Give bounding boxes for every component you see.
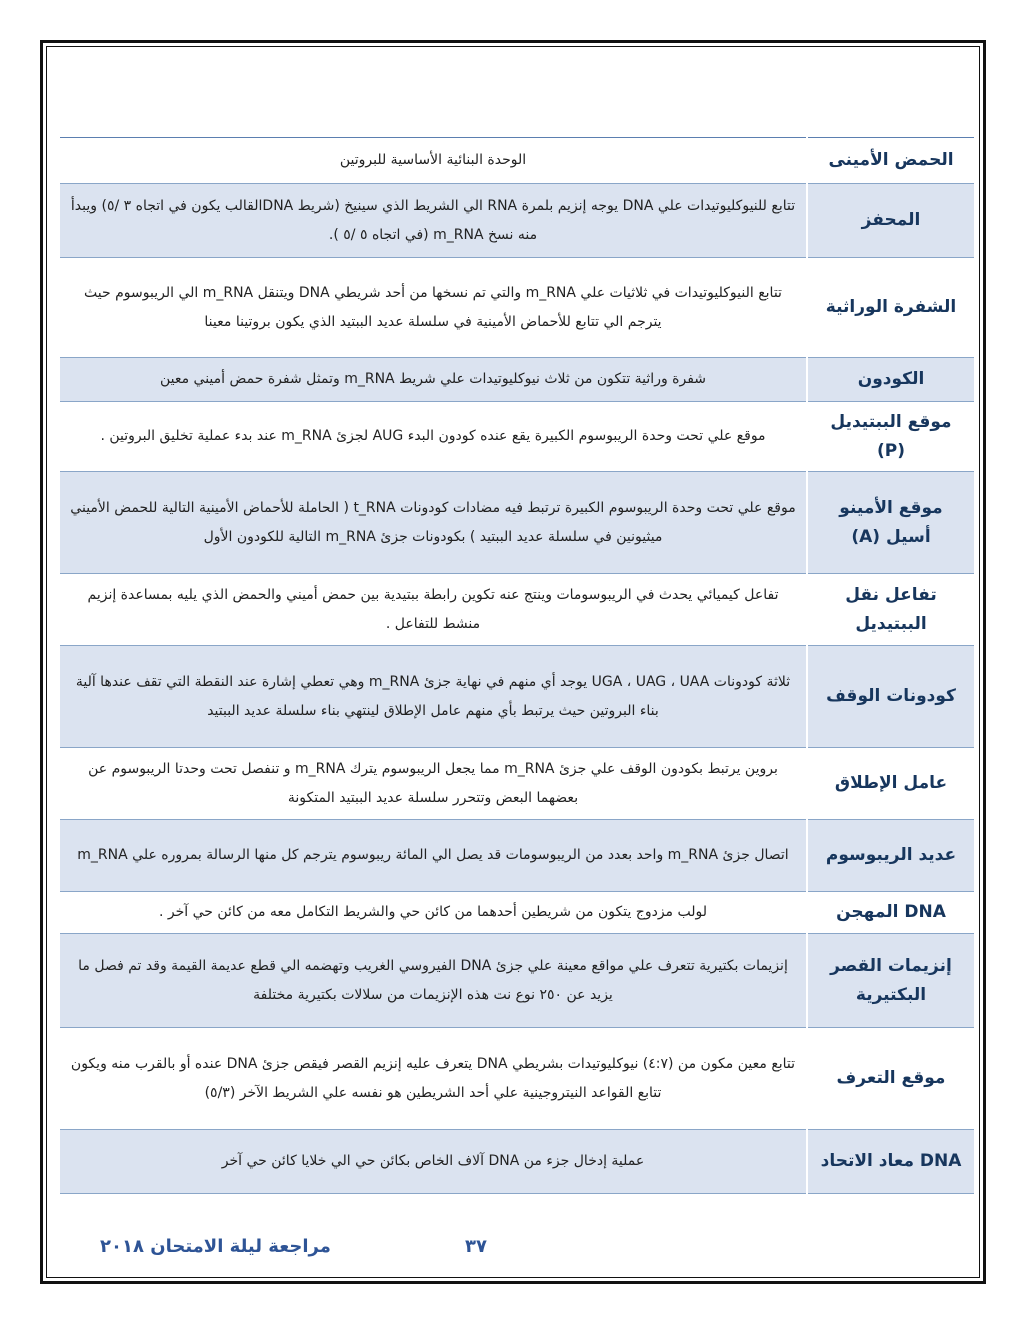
- term-cell: المحفز: [807, 184, 974, 258]
- table-row: [60, 1130, 974, 1194]
- term-cell: الحمض الأمينى: [807, 138, 974, 184]
- page-footer: [80, 1236, 960, 1266]
- table-row: [60, 472, 974, 574]
- definition-cell: عملية إدخال جزء من DNA آلاف الخاص بكائن حي الي خلايا كائن حي آخر: [60, 1130, 807, 1194]
- definition-cell: تتابع معين مكون من (٤:٧) نيوكليوتيدات بشريطي DNA يتعرف عليه إنزيم القصر فيقص جزئ DNA عنده أو بالقرب منه ويكون تتابع القواعد النيتروجينية علي أحد الشريطين هو نفسه علي الشريط الآخر (٥/٣): [60, 1028, 807, 1130]
- term-cell: موقع الأمينو أسيل (A): [807, 472, 974, 574]
- table-row: [60, 1028, 974, 1130]
- term-cell: الكودون: [807, 358, 974, 402]
- table-row: [60, 258, 974, 358]
- term-cell: الشفرة الوراثية: [807, 258, 974, 358]
- definition-cell: تتابع النيوكليوتيدات في ثلاثيات علي m_RNA والتي تم نسخها من أحد شريطي DNA ويتنقل m_RNA الي الريبوسوم حيث يترجم الي تتابع للأحماض الأمينية في سلسلة عديد الببتيد الذي يكون بروتينا معينا: [60, 258, 807, 358]
- definition-cell: إنزيمات بكتيرية تتعرف علي مواقع معينة علي جزئ DNA الفيروسي الغريب وتهضمه الي قطع عديمة القيمة وقد تم فصل ما يزيد عن ٢٥٠ نوع نت هذه الإنزيمات من سلالات بكتيرية مختلفة: [60, 934, 807, 1028]
- definition-cell: موقع علي تحت وحدة الريبوسوم الكبيرة ترتبط فيه مضادات كودونات t_RNA ( الحاملة للأحماض الأمينية التالية للحمض الأميني ميثيونين في سلسلة عديد الببتيد ) بكودونات جزئ m_RNA التالية للكودون الأول: [60, 472, 807, 574]
- term-cell: DNA معاد الاتحاد: [807, 1130, 974, 1194]
- table-row: [60, 892, 974, 934]
- glossary-table: [60, 137, 974, 1194]
- definition-cell: الوحدة البنائية الأساسية للبروتين: [60, 138, 807, 184]
- table-row: [60, 402, 974, 472]
- page-number: ٣٧: [465, 1236, 487, 1257]
- table-row: [60, 358, 974, 402]
- table-row: [60, 748, 974, 820]
- table-row: [60, 934, 974, 1028]
- definition-cell: لولب مزدوج يتكون من شريطين أحدهما من كائن حي والشريط التكامل معه من كائن حي آخر .: [60, 892, 807, 934]
- term-cell: DNA المهجن: [807, 892, 974, 934]
- definition-cell: ثلاثة كودونات UGA ، UAG ، UAA يوجد أي منهم في نهاية جزئ m_RNA وهي تعطي إشارة عند النقطة التي تقف عندها آلية بناء البروتين حيث يرتبط بأي منهم عامل الإطلاق لينتهي بناء سلسلة عديد الببتيد: [60, 646, 807, 748]
- term-cell: موقع التعرف: [807, 1028, 974, 1130]
- term-cell: كودونات الوقف: [807, 646, 974, 748]
- definition-cell: اتصال جزئ m_RNA واحد بعدد من الريبوسومات قد يصل الي المائة ريبوسوم يترجم كل منها الرسالة بمروره علي m_RNA: [60, 820, 807, 892]
- table-row: [60, 574, 974, 646]
- term-cell: تفاعل نقل الببتيديل: [807, 574, 974, 646]
- definition-cell: تتابع للنيوكليوتيدات علي DNA يوجه إنزيم بلمرة RNA الي الشريط الذي سينيخ (شريط DNAالقالب يكون في اتجاه ٣ /٥) ويبدأ منه نسخ m_RNA (في اتجاه ٥ /٥ ).: [60, 184, 807, 258]
- term-cell: عامل الإطلاق: [807, 748, 974, 820]
- term-cell: موقع الببتيديل (P): [807, 402, 974, 472]
- definition-cell: تفاعل كيميائي يحدث في الريبوسومات وينتج عنه تكوين رابطة ببتيدية بين حمض أميني والحمض الذي يليه بمساعدة إنزيم منشط للتفاعل .: [60, 574, 807, 646]
- footer-title: مراجعة ليلة الامتحان ٢٠١٨: [100, 1236, 331, 1257]
- table-row: [60, 646, 974, 748]
- definition-cell: بروين يرتبط بكودون الوقف علي جزئ m_RNA مما يجعل الريبوسوم يترك m_RNA و تنفصل تحت وحدتا الريبوسوم عن بعضهما البعض وتتحرر سلسلة عديد الببتيد المتكونة: [60, 748, 807, 820]
- table-row: [60, 820, 974, 892]
- term-cell: عديد الريبوسوم: [807, 820, 974, 892]
- definition-cell: موقع علي تحت وحدة الريبوسوم الكبيرة يقع عنده كودون البدء AUG لجزئ m_RNA عند بدء عملية تخليق البروتين .: [60, 402, 807, 472]
- term-cell: إنزيمات القصر البكتيرية: [807, 934, 974, 1028]
- table-row: [60, 184, 974, 258]
- definition-cell: شفرة وراثية تتكون من ثلاث نيوكليوتيدات علي شريط m_RNA وتمثل شفرة حمض أميني معين: [60, 358, 807, 402]
- table-row: [60, 138, 974, 184]
